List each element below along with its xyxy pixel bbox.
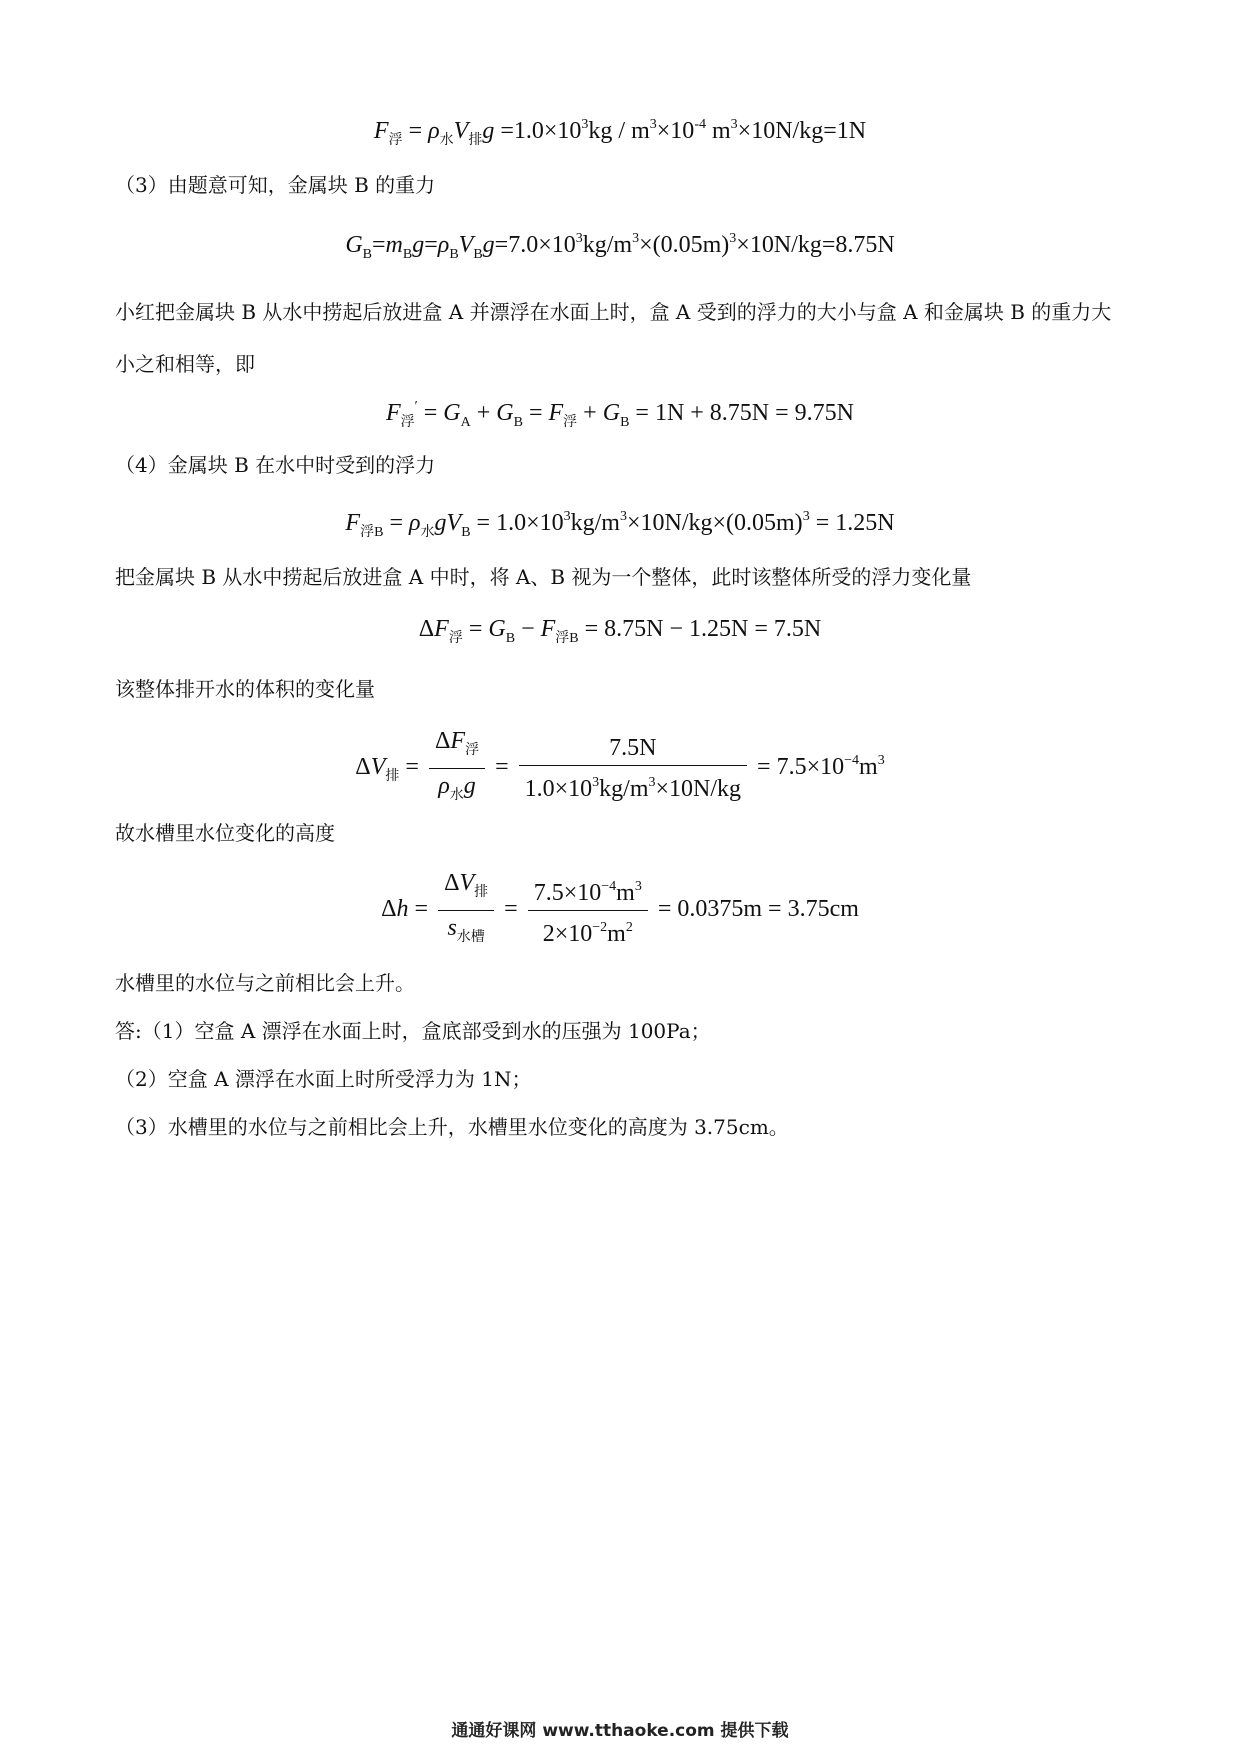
step-3-intro: （3）由题意可知，金属块 B 的重力 bbox=[115, 173, 436, 197]
paragraph-water-rise: 水槽里的水位与之前相比会上升。 bbox=[115, 971, 415, 995]
paragraph-volume-change: 该整体排开水的体积的变化量 bbox=[115, 677, 375, 701]
equation-buoyancy-box-a: $F_浮 = \rho_水V_排g =1.0\times 10^3kg / m^3\times 10^{-4}$ $m^3\times 10N/kg=1N$ bbox=[373, 117, 867, 148]
equation-buoyancy-change: $\Delta F_浮 = G_B - F_{浮B} = 8.75N - 1.25N = 7.5N$ bbox=[418, 616, 822, 646]
paragraph-whole-system: 把金属块 B 从水中捞起后放进盒 A 中时，将 A、B 视为一个整体，此时该整体所受的浮力变化量 bbox=[115, 565, 972, 589]
step-4-intro: （4）金属块 B 在水中时受到的浮力 bbox=[115, 453, 436, 477]
equation-weight-b: $G_B=m_Bg=\rho_BV_Bg=7.0\times 10^3kg/m^3\times(0.05m)^3\times 10N/kg=8.75N$ bbox=[345, 231, 895, 262]
answer-1: 答:（1）空盒 A 漂浮在水面上时，盒底部受到水的压强为 100Pa； bbox=[115, 1019, 711, 1043]
answer-3: （3）水槽里的水位与之前相比会上升，水槽里水位变化的高度为 3.75cm。 bbox=[115, 1115, 789, 1139]
answer-2: （2）空盒 A 漂浮在水面上时所受浮力为 1N； bbox=[115, 1067, 532, 1091]
footer-source: 通通好课网 www.tthaoke.com 提供下载 bbox=[451, 1721, 789, 1741]
equation-volume-change: $\Delta V_排$ = $\frac{\Delta F_浮}{\rho_水g}$ = $\frac{7.5N}{1.0\times 10^3kg/m^3\times 10N/kg}$ = $7.5\times 10^{-4}m^3$ bbox=[355, 728, 885, 803]
equation-buoyancy-b: $F_{浮B} = \rho_水gV_B = 1.0\times 10^3kg/m^3\times 10N/kg\times(0.05m)^3 = 1.25N$ bbox=[345, 509, 895, 540]
paragraph-xiaohong: 小红把金属块 B 从水中捞起后放进盒 A 并漂浮在水面上时，盒 A 受到的浮力的大小与盒 A 和金属块 B 的重力大小之和相等，即 bbox=[115, 300, 1112, 376]
equation-total-buoyancy: $F_浮' = G_A + G_B = F_浮 + G_B = 1N + 8.75N = 9.75N$ bbox=[385, 399, 855, 430]
paragraph-height-change: 故水槽里水位变化的高度 bbox=[115, 821, 335, 845]
equation-height-change: Δh = $\frac{\Delta V_排}{s_{水槽}}$ = $\frac{7.5\times 10^{-4}m^3}{2\times 10^{-2}m^2}$ = 0.0375m = 3.75cm bbox=[381, 870, 859, 947]
